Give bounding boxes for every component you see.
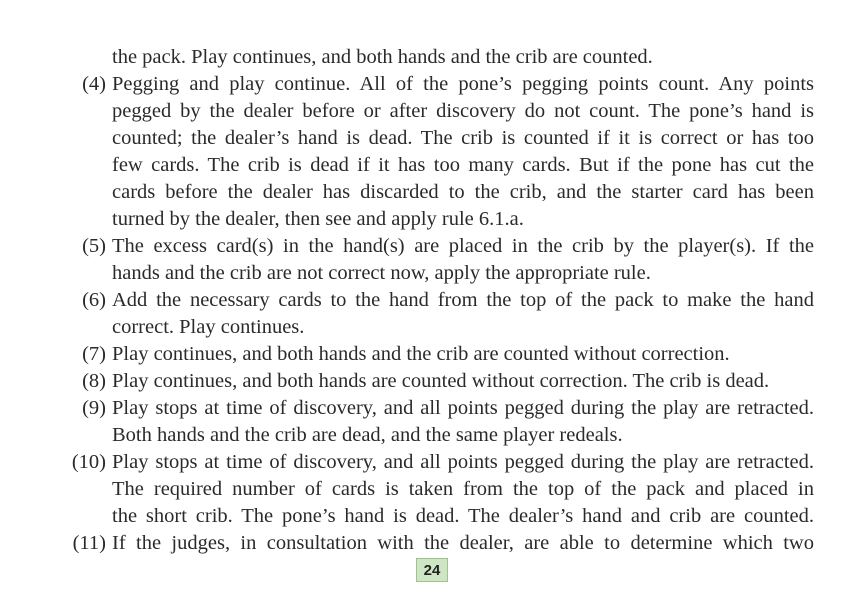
- text-line: Play continues, and both hands are counted without correction. The crib is dead.: [112, 370, 770, 392]
- item-body: [112, 449, 814, 530]
- text-line: The excess card(s) in the hand(s) are placed in the crib by the player(s). If the: [112, 235, 814, 257]
- text-line: Play stops at time of discovery, and all points pegged during the play are retracted.: [112, 451, 814, 473]
- item-number: (5): [82, 235, 106, 257]
- carryover-line: the pack. Play continues, and both hands and the crib are counted.: [112, 46, 653, 68]
- text-line: few cards. The crib is dead if it has too many cards. But if the pone has cut the: [112, 154, 814, 176]
- item-body: [112, 287, 814, 341]
- text-line: Both hands and the crib are dead, and the same player redeals.: [112, 424, 623, 446]
- text-line: counted; the dealer’s hand is dead. The crib is counted if it is correct or has too: [112, 127, 814, 149]
- text-line: hands and the crib are not correct now, apply the appropriate rule.: [112, 262, 651, 284]
- item-body: [112, 341, 814, 368]
- text-line: turned by the dealer, then see and apply rule 6.1.a.: [112, 208, 524, 230]
- text-line: the short crib. The pone’s hand is dead. The dealer’s hand and crib are counted.: [112, 505, 814, 527]
- text-line: Pegging and play continue. All of the pone’s pegging points count. Any points: [112, 73, 814, 95]
- page-number: 24: [416, 558, 448, 582]
- rules-text: [66, 44, 814, 557]
- list-item: [66, 233, 814, 287]
- list-item: [66, 341, 814, 368]
- text-line: Play stops at time of discovery, and all points pegged during the play are retracted.: [112, 397, 814, 419]
- text-line: cards before the dealer has discarded to the crib, and the starter card has been: [112, 181, 814, 203]
- item-body: [112, 530, 814, 557]
- text-line: pegged by the dealer before or after discovery do not count. The pone’s hand is: [112, 100, 814, 122]
- list-item: [66, 449, 814, 530]
- item-body: [112, 233, 814, 287]
- list-item: [66, 287, 814, 341]
- list-item: [66, 71, 814, 233]
- item-body: [112, 71, 814, 233]
- text-line: Play continues, and both hands and the crib are counted without correction.: [112, 343, 730, 365]
- text-line: Add the necessary cards to the hand from the top of the pack to make the hand: [112, 289, 814, 311]
- item-number: (9): [82, 397, 106, 419]
- list-item: [66, 395, 814, 449]
- item-body: [112, 368, 814, 395]
- list-item: [66, 530, 814, 557]
- item-number: (10): [71, 451, 106, 473]
- item-body: [112, 395, 814, 449]
- text-line: If the judges, in consultation with the dealer, are able to determine which two: [112, 532, 814, 554]
- item-number: (8): [82, 370, 106, 392]
- item-number: (7): [82, 343, 106, 365]
- text-line: correct. Play continues.: [112, 316, 305, 338]
- list-item: [66, 368, 814, 395]
- item-number: (6): [82, 289, 106, 311]
- item-number: (11): [72, 532, 106, 554]
- text-line: The required number of cards is taken from the top of the pack and placed in: [112, 478, 814, 500]
- item-number: (4): [82, 73, 106, 95]
